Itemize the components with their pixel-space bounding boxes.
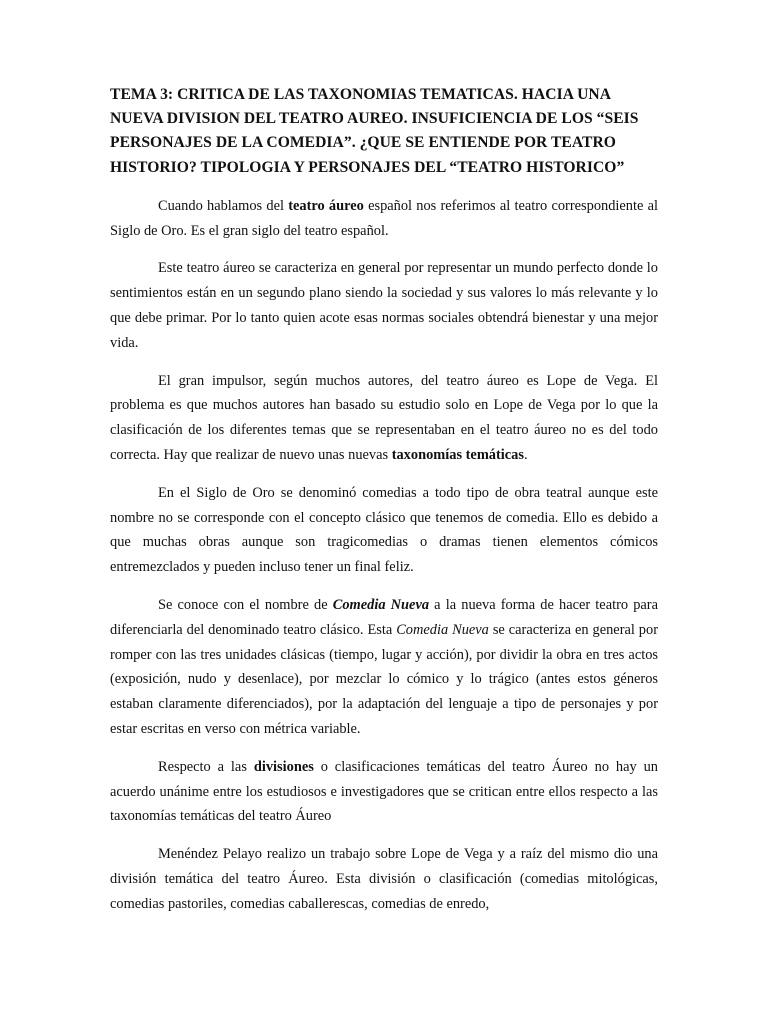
paragraph-2: Este teatro áureo se caracteriza en general por representar un mundo perfecto donde lo sentimientos están en un segundo plano siendo la sociedad y sus valores lo más relevante y lo que debe primar. Por lo tanto quien acote esas normas sociales obtendrá bienestar y una mejor vida.: [110, 260, 658, 351]
paragraph-5-text-middle: a la nueva forma de hacer teatro para diferenciarla del denominado teatro clásico. Esta: [110, 596, 658, 638]
paragraph-3: [110, 369, 658, 468]
paragraph-6-text: Respecto a las: [158, 758, 254, 775]
paragraph-3-text-end: .: [523, 446, 528, 463]
paragraph-1-text: Cuando hablamos del: [158, 197, 289, 214]
paragraph-1: [110, 194, 658, 244]
paragraph-6: [110, 755, 658, 829]
paragraph-6-text-end: o clasificaciones temáticas del teatro Áureo no hay un acuerdo unánime entre los estudiosos e investigadores que se critican entre ellos respecto a las taxonomías temáticas del teatro Áureo: [110, 758, 658, 825]
paragraph-5-text: Se conoce con el nombre de: [158, 596, 333, 613]
document-title: TEMA 3: CRITICA DE LAS TAXONOMIAS TEMATICAS. HACIA UNA NUEVA DIVISION DEL TEATRO AUREO. INSUFICIENCIA DE LOS “SEIS PERSONAJES DE LA COMEDIA”. ¿QUE SE ENTIENDE POR TEATRO HISTORIO? TIPOLOGIA Y PERSONAJES DEL “TEATRO HISTORICO”: [110, 86, 639, 176]
paragraph-1-text-end: español nos referimos al teatro correspondiente al Siglo de Oro. Es el gran siglo del teatro español.: [110, 197, 659, 239]
term-comedia-nueva-italic: Comedia Nueva: [396, 621, 489, 638]
term-taxonomias-tematicas: taxonomías temáticas: [391, 446, 524, 463]
paragraph-4: En el Siglo de Oro se denominó comedias a todo tipo de obra teatral aunque este nombre no se corresponde con el concepto clásico que tenemos de comedia. Ello es debido a que muchas obras aunque son tragicomedias o dramas tienen elementos cómicos entremezclados y pueden incluso tener un final feliz.: [110, 484, 658, 576]
term-divisiones: divisiones: [253, 758, 314, 775]
paragraph-5-text-end: se caracteriza en general por romper con las tres unidades clásicas (tiempo, lugar y acción), por dividir la obra en tres actos (exposición, nudo y desenlace), por mezclar lo cómico y lo trágico (antes estos géneros estaban claramente diferenciados), por la adaptación del lenguaje a tipo de personajes y por estar escritas en verso con métrica variable.: [110, 621, 658, 737]
paragraph-5: [110, 593, 658, 742]
paragraph-7: Menéndez Pelayo realizo un trabajo sobre Lope de Vega y a raíz del mismo dio una división temática del teatro Áureo. Esta división o clasificación (comedias mitológicas, comedias pastoriles, comedias caballerescas, comedias de enredo,: [110, 846, 658, 912]
document-page: [110, 83, 658, 917]
paragraph-3-text: El gran impulsor, según muchos autores, del teatro áureo es Lope de Vega. El problema es que muchos autores han basado su estudio solo en Lope de Vega por lo que la clasificación de los diferentes temas que se representaban en el teatro áureo no es del todo correcta. Hay que realizar de nuevo unas nuevas: [110, 372, 658, 463]
term-teatro-aureo: teatro áureo: [288, 197, 364, 214]
term-comedia-nueva-bold: Comedia Nueva: [332, 596, 430, 613]
